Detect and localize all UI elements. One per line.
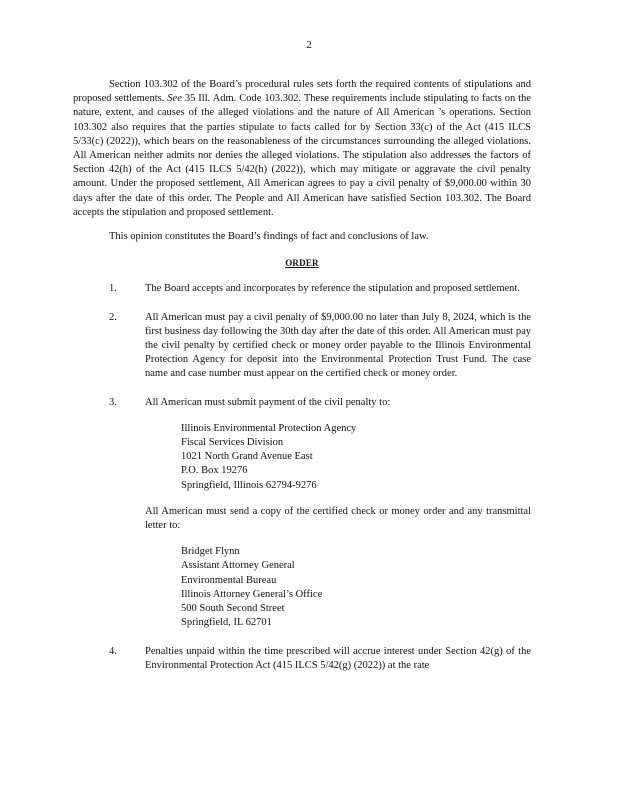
order-item-text: All American must pay a civil penalty of $9,000.00 no later than July 8, 2024, which is the first business day following the 30th day after the date of this order. All American must pay the civil penalty by certified check or money order payable to the Illinois Environmental Protection Agency for deposit into the Environmental Protection Trust Fund. The case name and case number must appear on the certified check or money order. (145, 311, 531, 380)
address-line: 500 South Second Street (181, 603, 285, 615)
order-item-number: 2. (109, 311, 117, 323)
body-paragraph-settlement-part-a: Section 103.302 of the Board’s procedural rules sets forth the required contents of stipulations and proposed settlements. (73, 79, 531, 105)
document-body (73, 78, 531, 687)
address-line: 1021 North Grand Avenue East (181, 451, 313, 463)
body-paragraph-opinion: This opinion constitutes the Board’s findings of fact and conclusions of law. (109, 231, 429, 243)
address-line: Bridget Flynn (181, 546, 240, 558)
order-item-number: 1. (109, 283, 117, 295)
order-item-text: The Board accepts and incorporates by reference the stipulation and proposed settlement. (145, 283, 520, 295)
address-line: Environmental Bureau (181, 574, 277, 586)
iepa-payment-address (145, 422, 531, 493)
order-list (73, 282, 531, 672)
order-item-number: 4. (109, 645, 117, 657)
order-item-1 (73, 282, 531, 296)
order-item-2 (73, 311, 531, 382)
address-line: Assistant Attorney General (181, 560, 295, 572)
body-paragraph-settlement (73, 78, 531, 220)
body-paragraph-settlement-part-b: 35 Ill. Adm. Code 103.302. These requirements include stipulating to facts on the nature, extent, and causes of the alleged violations and the nature of All American ’s operations. Section 103.302 also requires that the parties stipulate to facts called for by Section 33(c) of the Act (415 ILCS 5/33(c) (2022)), which bears on the reasonableness of the circumstances surrounding the alleged violations. All American neither admits nor denies the alleged violations. The stipulation also addresses the factors of Section 42(h) of the Act (415 ILCS 5/42(h) (2022)), which may mitigate or aggravate the civil penalty amount. Under the proposed settlement, All American agrees to pay a civil penalty of $9,000.00 within 30 days after the date of this order. The People and All American have satisfied Section 103.302. The Board accepts the stipulation and proposed settlement. (73, 93, 532, 218)
address-line: Springfield, Illinois 62794-9276 (181, 479, 317, 491)
order-item-text-copy: All American must send a copy of the certified check or money order and any transmittal letter to: (145, 505, 531, 532)
order-heading: ORDER (285, 258, 319, 269)
attorney-general-address (145, 545, 531, 630)
order-item-4 (73, 645, 531, 673)
address-line: Springfield, IL 62701 (181, 617, 272, 629)
order-item-3 (73, 396, 531, 631)
address-line: P.O. Box 19276 (181, 465, 248, 477)
address-line: Fiscal Services Division (181, 437, 284, 449)
address-line: Illinois Environmental Protection Agency (181, 422, 357, 434)
order-item-text: Penalties unpaid within the time prescribed will accrue interest under Section 42(g) of the Environmental Protection Act (415 ILCS 5/42(g) (2022)) at the rate (145, 645, 531, 671)
citation-signal-see: See (167, 93, 182, 105)
page-number: 2 (306, 39, 312, 51)
address-line: Illinois Attorney General’s Office (181, 588, 323, 600)
order-item-number: 3. (109, 396, 117, 408)
order-item-text: All American must submit payment of the civil penalty to: (145, 396, 391, 408)
